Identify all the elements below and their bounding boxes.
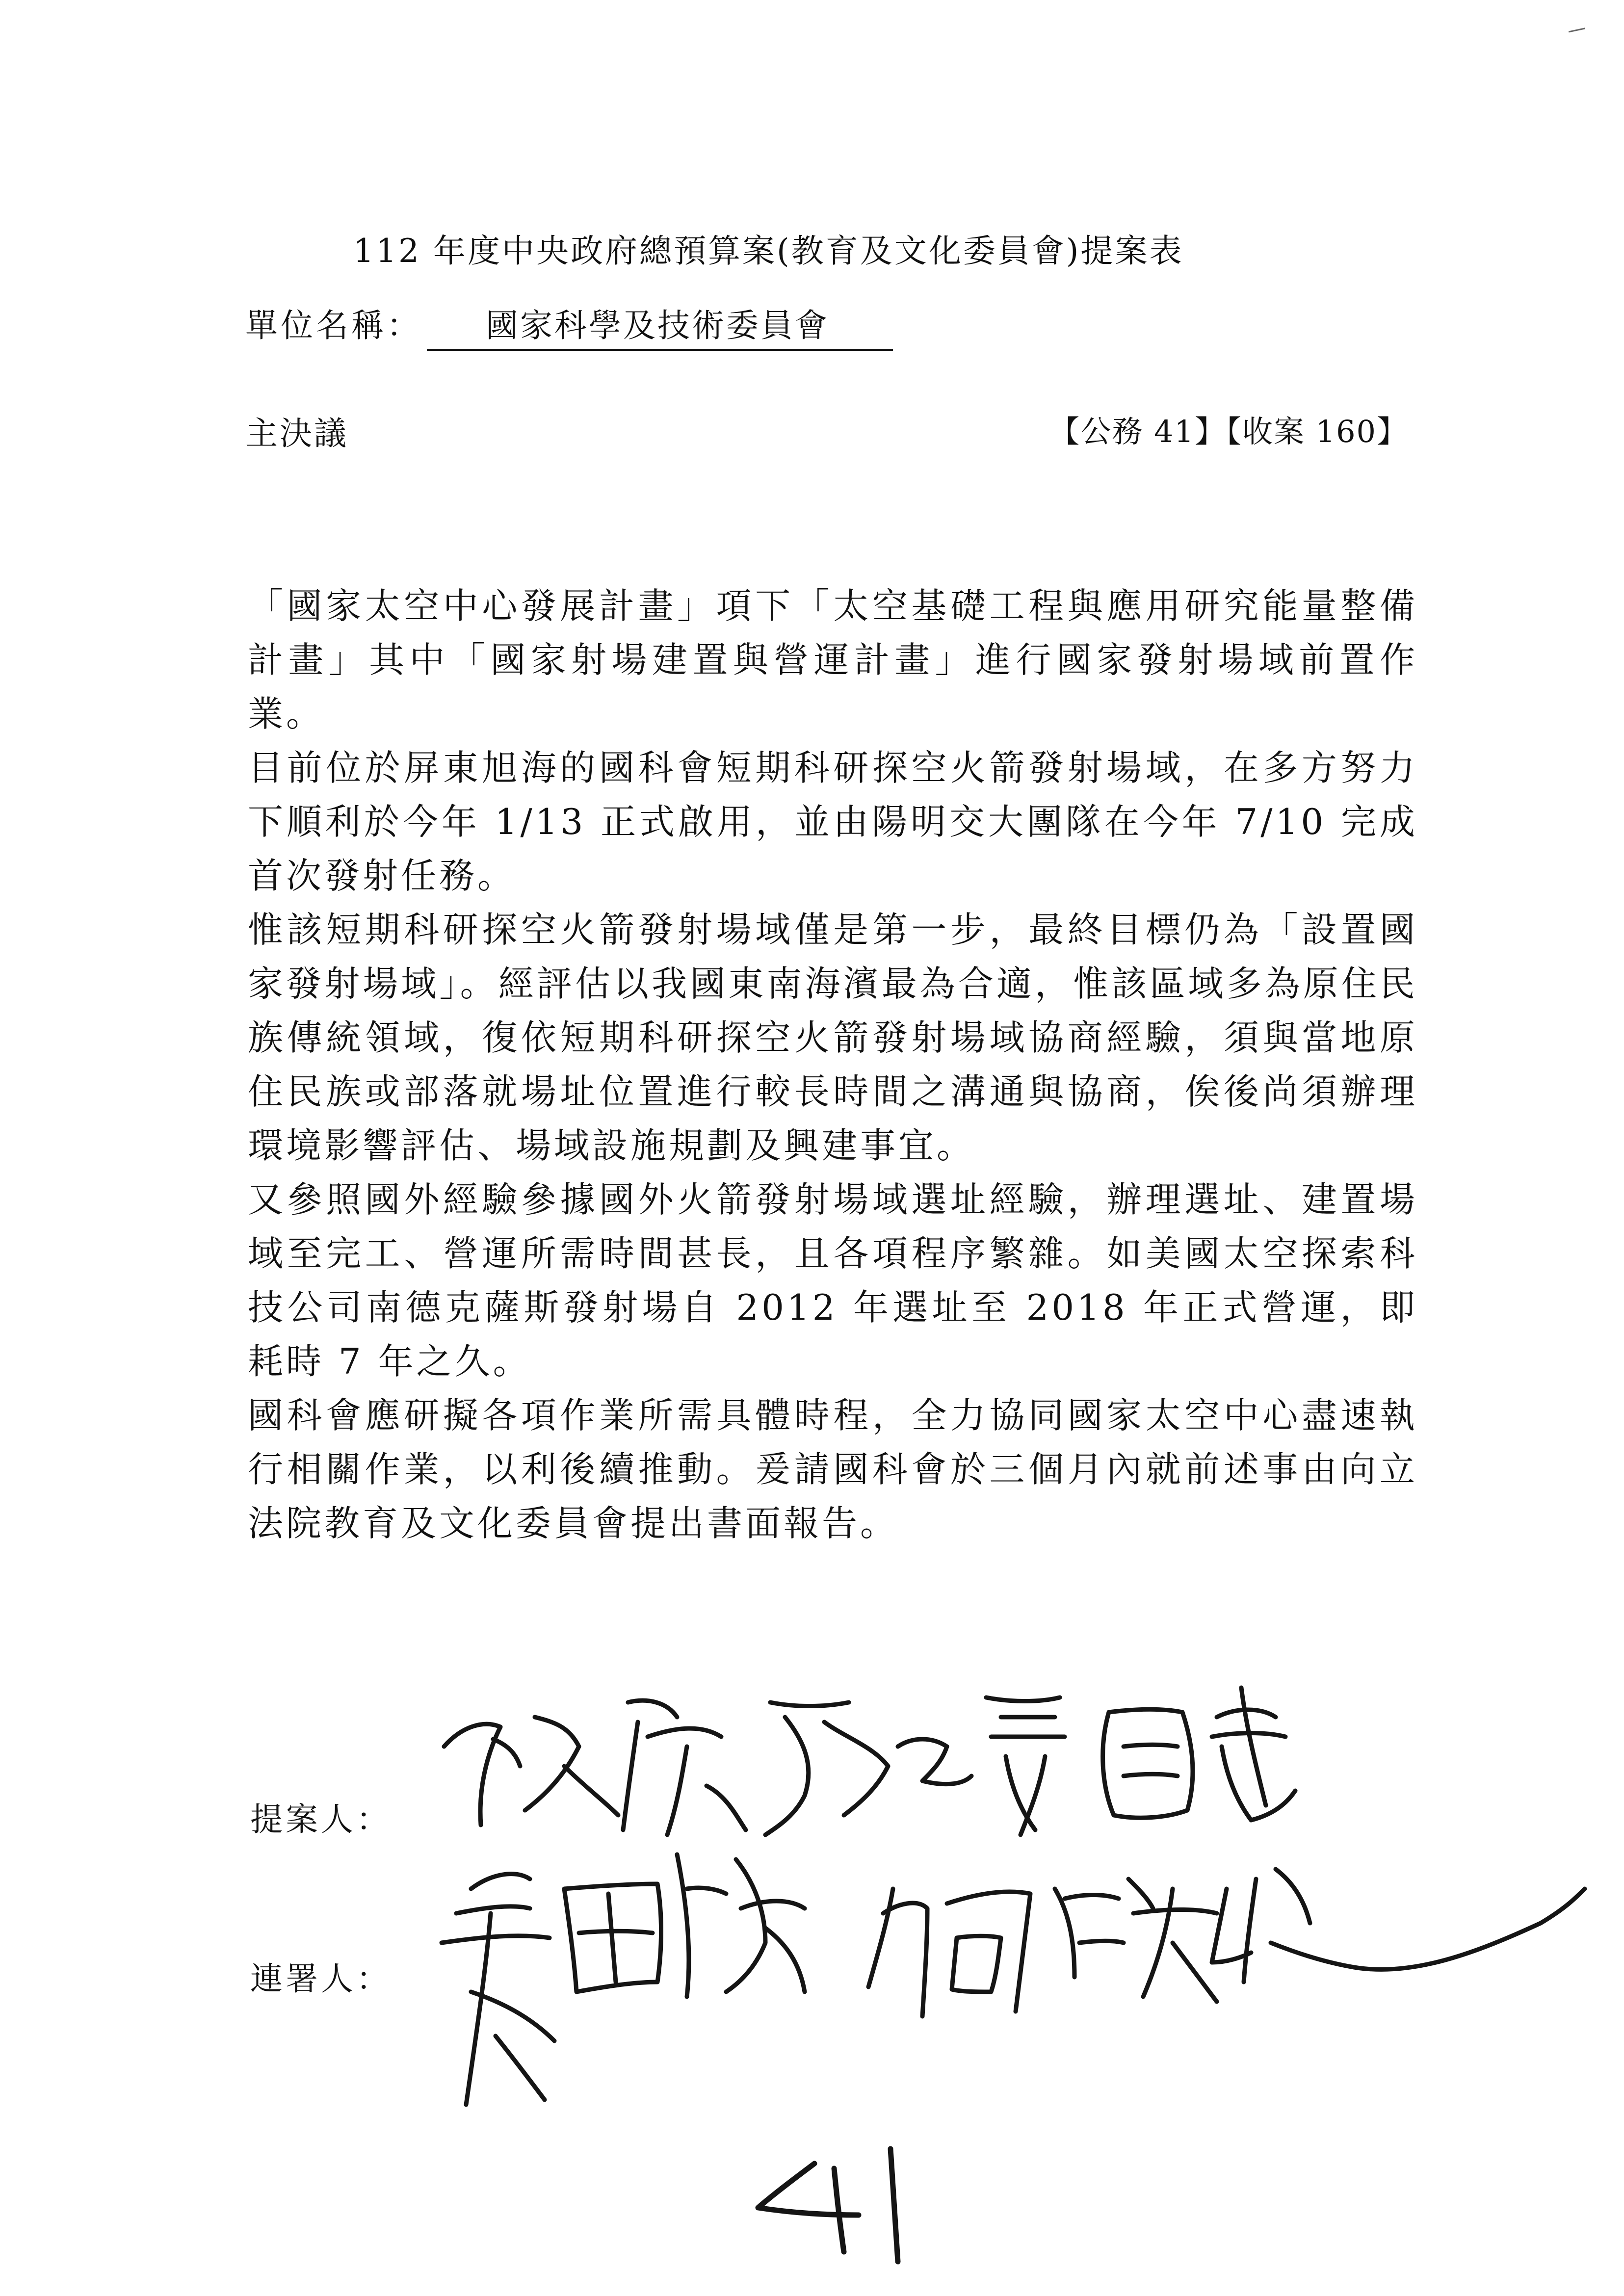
proposal-body: [248, 579, 1418, 1550]
unit-label: 單位名稱：: [245, 307, 422, 344]
paragraph: 國科會應研擬各項作業所需具體時程，全力協同國家太空中心盡速執行相關作業，以利後續推動。爰請國科會於三個月內就前述事由向立法院教育及文化委員會提出書面報告。: [248, 1395, 1418, 1544]
paragraph: 惟該短期科研探空火箭發射場域僅是第一步，最終目標仍為「設置國家發射場域」。經評估以我國東南海濱最為合適，惟該區域多為原住民族傳統領域，復依短期科研探空火箭發射場域協商經驗，須與當地原住民族或部落就場址位置進行較長時間之溝通與協商，俟後尚須辦理環境影響評估、場域設施規劃及興建事宜。: [248, 909, 1418, 1166]
unit-row: [245, 299, 893, 351]
paragraph: 「國家太空中心發展計畫」項下「太空基礎工程與應用研究能量整備計畫」其中「國家射場建置與營運計畫」進行國家發射場域前置作業。: [248, 585, 1418, 734]
unit-value: 國家科學及技術委員會: [427, 299, 893, 351]
cosigner-signature-1: [442, 1854, 805, 2105]
cosigner-label: 連署人：: [250, 1960, 392, 1998]
document-title: 112 年度中央政府總預算案(教育及文化委員會)提案表: [353, 232, 1184, 270]
paragraph: 又參照國外經驗參據國外火箭發射場域選址經驗，辦理選址、建置場域至完工、營運所需時間甚長，且各項程序繁雜。如美國太空探索科技公司南德克薩斯發射場自 2012 年選址至 2018 年正式營運，即耗時 7 年之久。: [248, 1179, 1418, 1382]
cosigner-signature-2: [868, 1869, 1585, 2016]
paragraph: 目前位於屏東旭海的國科會短期科研探空火箭發射場域，在多方努力下順利於今年 1/13 正式啟用，並由陽明交大團隊在今年 7/10 完成首次發射任務。: [248, 747, 1418, 896]
scan-corner-mark: [1568, 24, 1585, 33]
resolution-label: 主決議: [245, 415, 348, 452]
proposer-label: 提案人：: [250, 1800, 392, 1838]
case-numbers: 【公務 41】【收案 160】: [1049, 414, 1408, 449]
proposer-signature-1: [444, 1700, 746, 1835]
proposer-signature-2: [765, 1688, 1295, 1835]
